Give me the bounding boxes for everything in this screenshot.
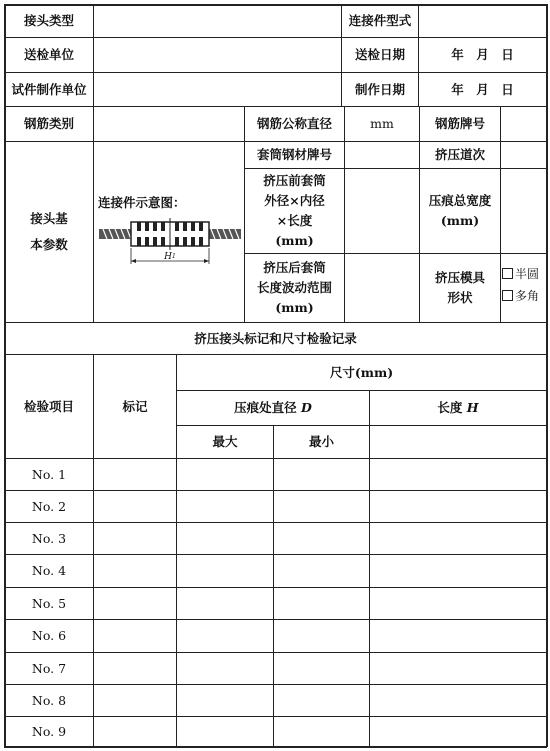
rebar-grade-label: 钢筋牌号 <box>434 116 485 131</box>
checkbox-half-round[interactable] <box>502 262 546 284</box>
rule <box>500 106 501 322</box>
total-width-label: 压痕总宽度 (mm) <box>428 193 492 228</box>
row-label-2: No. 2 <box>31 498 67 514</box>
row-label-9: No. 9 <box>31 723 67 739</box>
rule <box>93 4 94 322</box>
sleeve-grade-label: 套筒钢材牌号 <box>256 147 332 162</box>
post-extrusion-range-label: 挤压后套筒 长度波动范围 (mm) <box>256 260 332 315</box>
production-date-value: 年 月 日 <box>451 81 514 97</box>
min-header: 最小 <box>308 434 334 449</box>
row-label-8: No. 8 <box>31 692 67 708</box>
specimen-unit-label: 试件制作单位 <box>11 81 87 97</box>
item-header: 检验项目 <box>23 398 74 414</box>
size-header: 尺寸(mm) <box>329 364 394 380</box>
die-shape-label: 挤压模具 形状 <box>434 270 485 305</box>
die-shape-options <box>502 262 546 312</box>
params-section-label: 接头基 本参数 <box>30 211 68 252</box>
diameter-header: 压痕处直径 D <box>234 400 312 415</box>
checkbox-icon <box>502 268 513 279</box>
row-label-3: No. 3 <box>31 530 67 546</box>
frame-bottom <box>4 746 547 748</box>
record-title: 挤压接头标记和尺寸检验记录 <box>194 330 357 346</box>
rule <box>273 425 274 747</box>
half-round-label: 半圆 <box>515 266 540 281</box>
sketch-dimension-label: H 1 <box>164 252 176 262</box>
row-label-4: No. 4 <box>31 563 67 578</box>
row-label-7: No. 7 <box>31 660 67 676</box>
row-label-5: No. 5 <box>31 595 67 611</box>
inspection-unit-label: 送检单位 <box>23 47 74 62</box>
row-label-1: No. 1 <box>31 466 67 482</box>
frame-right <box>546 4 548 747</box>
mm-unit: mm <box>370 116 394 131</box>
checkbox-icon <box>502 290 513 301</box>
row-label-6: No. 6 <box>31 628 67 643</box>
polygon-label: 多角 <box>515 288 540 303</box>
joint-type-label: 接头类型 <box>23 12 74 28</box>
extrusion-passes-label: 挤压道次 <box>434 147 485 162</box>
production-date-label: 制作日期 <box>354 81 405 97</box>
inspection-date-label: 送检日期 <box>354 47 405 62</box>
checkbox-polygon[interactable] <box>502 284 546 306</box>
inspection-date-value: 年 月 日 <box>451 47 514 62</box>
mark-header: 标记 <box>122 398 148 414</box>
rule <box>369 390 370 747</box>
max-header: 最大 <box>212 434 238 449</box>
rebar-class-label: 钢筋类别 <box>23 116 74 131</box>
connector-type-label: 连接件型式 <box>348 12 412 28</box>
length-header: 长度 H <box>437 400 479 415</box>
rebar-diameter-label: 钢筋公称直径 <box>256 116 332 131</box>
pre-extrusion-dims-label: 挤压前套筒 外径×内径 ×长度 (mm) <box>263 173 326 248</box>
sketch-label: 连接件示意图： <box>98 195 186 210</box>
